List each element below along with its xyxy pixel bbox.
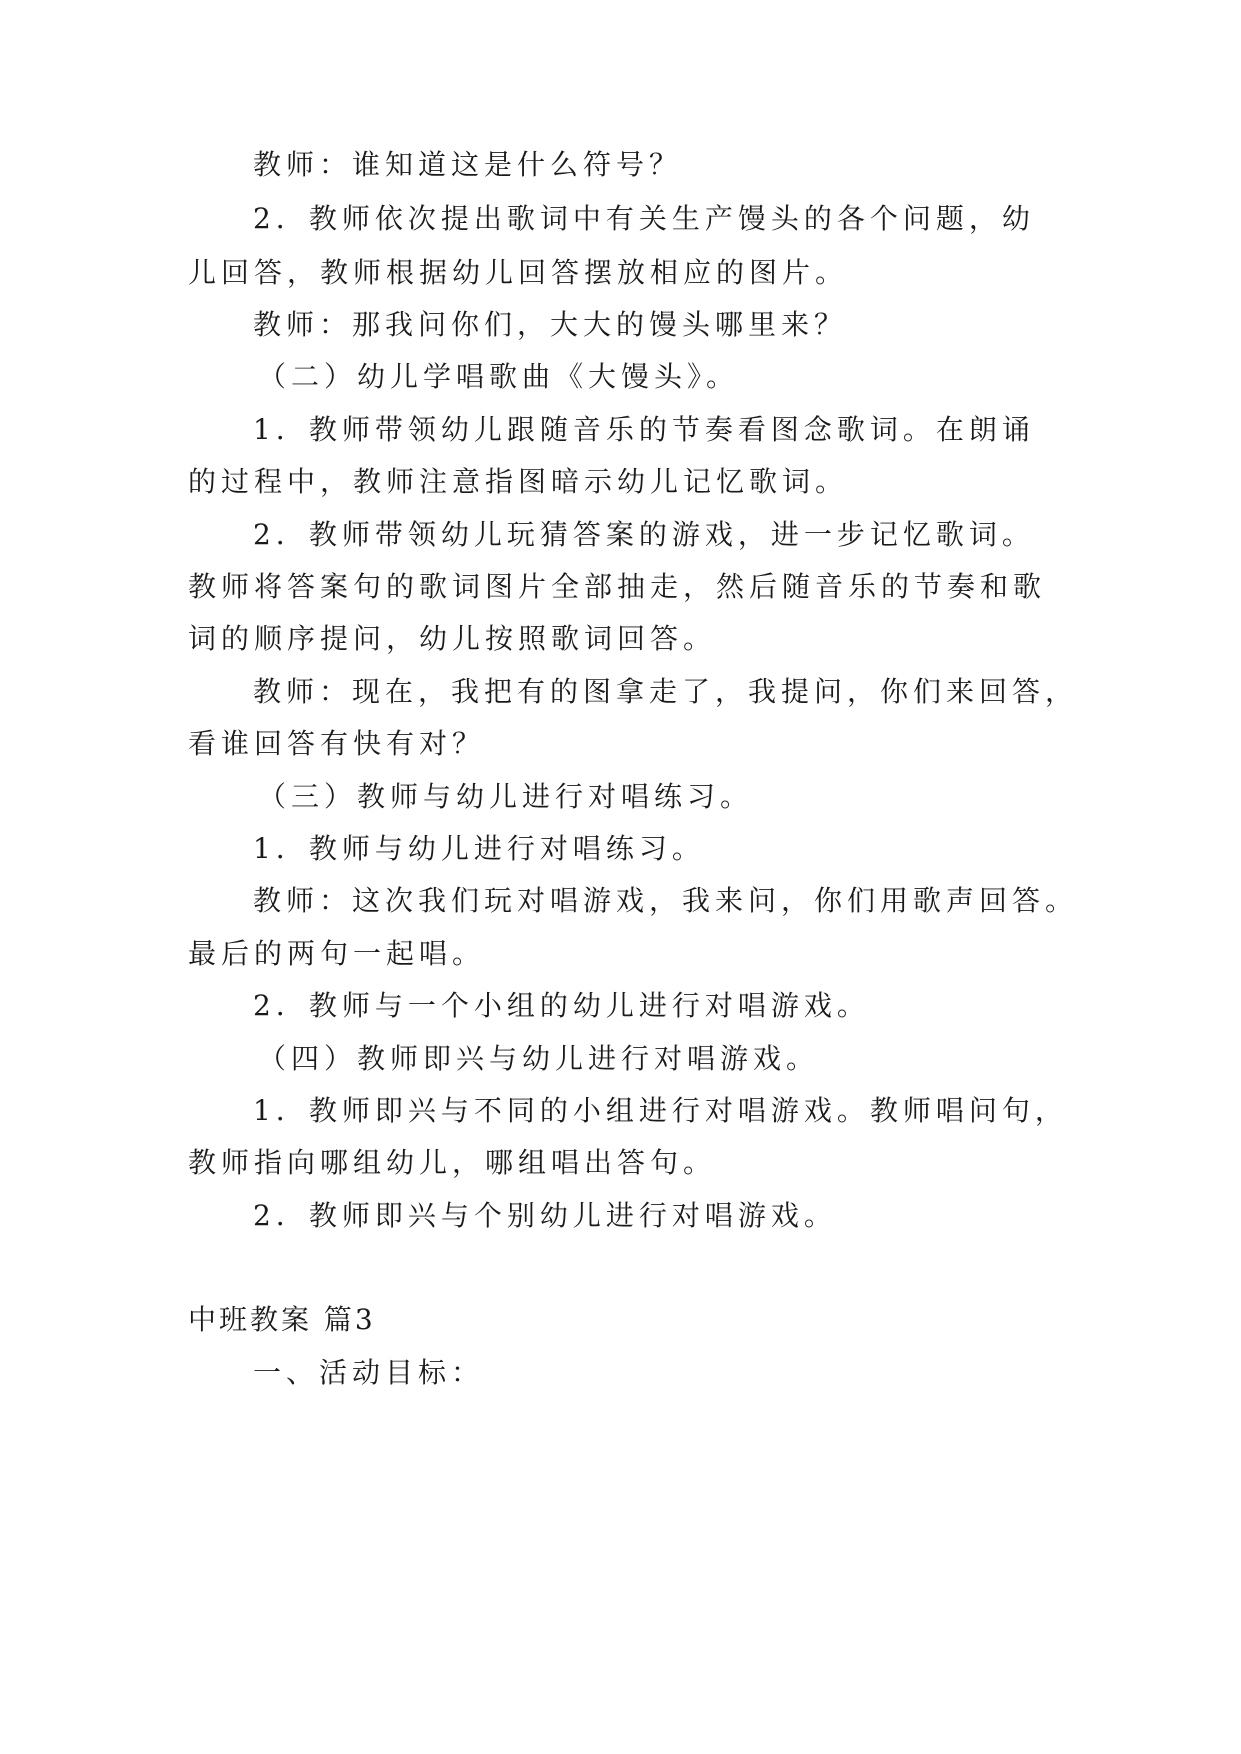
numbered-step: 2．教师与一个小组的幼儿进行对唱游戏。 (253, 989, 870, 1022)
paragraph-continuation: 最后的两句一起唱。 (188, 937, 486, 970)
numbered-step: 2．教师依次提出歌词中有关生产馒头的各个问题，幼 (253, 202, 1035, 235)
numbered-step: 2．教师即兴与个别幼儿进行对唱游戏。 (253, 1199, 837, 1232)
section-subheading: （二）幼儿学唱歌曲《大馒头》。 (258, 360, 740, 393)
dialogue-line: 教师：谁知道这是什么符号？ (253, 148, 683, 181)
dialogue-line: 教师：那我问你们，大大的馒头哪里来？ (253, 308, 848, 341)
paragraph-continuation: 看谁回答有快有对？ (188, 727, 486, 760)
numbered-step: 2．教师带领幼儿玩猜答案的游戏，进一步记忆歌词。 (253, 518, 1035, 551)
numbered-step: 1．教师带领幼儿跟随音乐的节奏看图念歌词。在朗诵 (253, 413, 1035, 446)
dialogue-line: 教师：现在，我把有的图拿走了，我提问，你们来回答， (253, 675, 1079, 708)
section-subheading: （三）教师与幼儿进行对唱练习。 (258, 780, 754, 813)
paragraph-continuation: 教师将答案句的歌词图片全部抽走，然后随音乐的节奏和歌 (188, 570, 1047, 603)
section-title: 中班教案 篇3 (188, 1303, 376, 1336)
section-subheading: （四）教师即兴与幼儿进行对唱游戏。 (258, 1042, 820, 1075)
section-subheading: 一、活动目标： (253, 1356, 485, 1389)
numbered-step: 1．教师与幼儿进行对唱练习。 (253, 832, 705, 865)
numbered-step: 1．教师即兴与不同的小组进行对唱游戏。教师唱问句， (253, 1094, 1068, 1127)
dialogue-line: 教师：这次我们玩对唱游戏，我来问，你们用歌声回答。 (253, 884, 1079, 917)
paragraph-continuation: 的过程中，教师注意指图暗示幼儿记忆歌词。 (188, 465, 849, 498)
paragraph-continuation: 儿回答，教师根据幼儿回答摆放相应的图片。 (188, 256, 849, 289)
paragraph-continuation: 教师指向哪组幼儿，哪组唱出答句。 (188, 1146, 717, 1179)
paragraph-continuation: 词的顺序提问，幼儿按照歌词回答。 (188, 622, 717, 655)
